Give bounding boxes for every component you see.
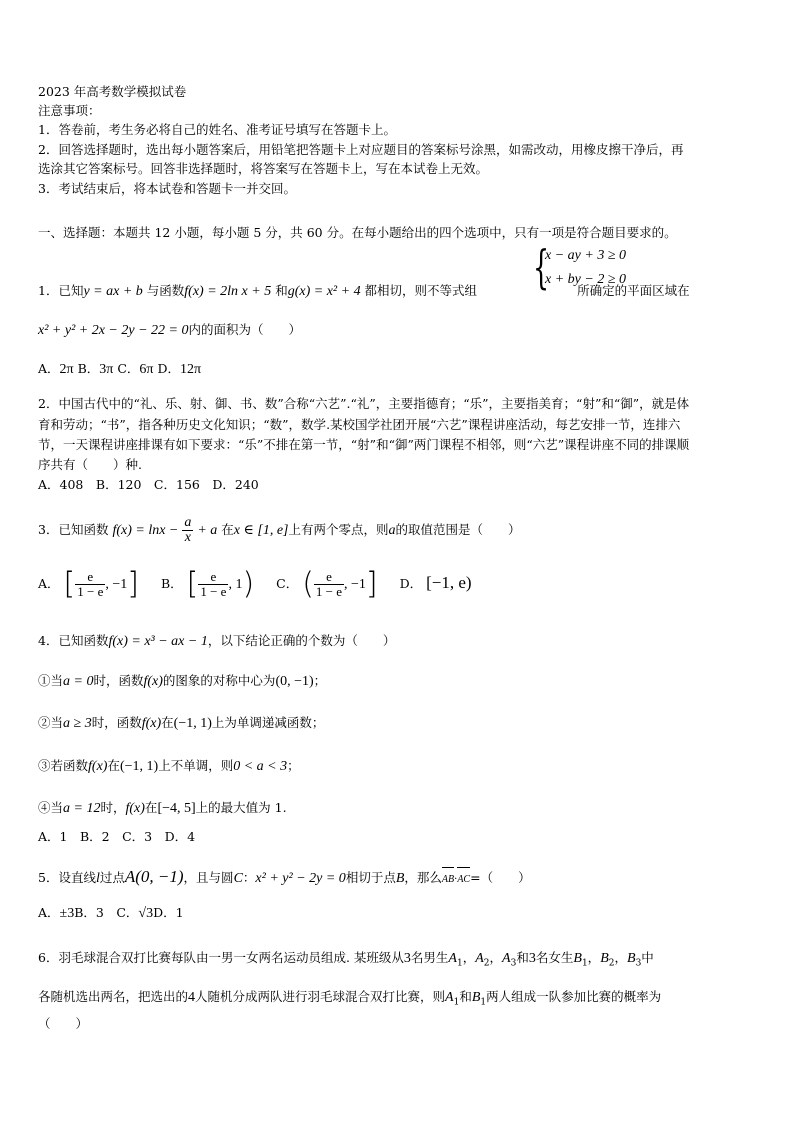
math-expr: x² + y² + 2x − 2y − 22 = 0 — [38, 323, 189, 338]
text: 两人组成一队参加比赛的概率为 — [486, 989, 662, 1004]
text: ， — [587, 950, 601, 965]
system-row: x + by − 2 ≥ 0 — [545, 272, 627, 287]
text: 的取值范围是（ ） — [395, 522, 521, 537]
math-expr: f(x) = lnx − — [112, 523, 179, 538]
math-expr: a = 12 — [63, 801, 101, 816]
math-expr: B — [573, 951, 582, 966]
subscript: 3 — [510, 958, 517, 969]
math-expr: a ≥ 3 — [63, 716, 92, 731]
question-number: 5．设直线 — [38, 870, 96, 885]
question-6-line — [38, 948, 654, 974]
statement-1 — [38, 673, 326, 690]
question-6-line: （ ） — [38, 1016, 89, 1031]
subscript: 1 — [581, 958, 588, 969]
text: 中 — [641, 950, 654, 965]
math-expr: f(x) = 2ln x + 5 — [184, 284, 272, 299]
question-4-options: A．1 B．2 C．3 D．4 — [38, 829, 196, 844]
notice-title: 注意事项： — [38, 103, 101, 118]
option-value: 12π — [180, 362, 202, 377]
option-label: D．1 — [153, 905, 184, 920]
option-label: A． — [38, 361, 60, 376]
text: 过点 — [99, 870, 125, 885]
subscript: 1 — [480, 997, 487, 1008]
text: 上的最大值为 1. — [195, 800, 287, 815]
option-value: 2π — [59, 362, 74, 377]
bracket-icon: ( — [302, 566, 314, 602]
math-expr: f(x) — [125, 801, 145, 816]
question-2-line: 节，一天课程讲座排课有如下要求：“乐”不排在第一节，“射”和“御”两门课程不相邻，则“六艺”课程讲座不同的排课顺 — [38, 437, 690, 452]
math-expr: (0, −1) — [275, 674, 314, 689]
math-expr: g(x) = x² + 4 — [287, 284, 361, 299]
text: 名男生 — [410, 950, 449, 965]
math-expr: f(x) — [143, 674, 163, 689]
option-label: A． — [38, 905, 60, 920]
text: 人随机分成两队进行羽毛球混合双打比赛，则 — [195, 989, 446, 1004]
text: 名女生 — [535, 950, 574, 965]
subscript: 2 — [608, 958, 615, 969]
subscript: 1 — [453, 997, 460, 1008]
bracket-icon: [ — [63, 566, 76, 602]
fraction — [182, 516, 193, 545]
question-2-line: 2．中国古代中的“礼、乐、射、御、书、数”合称“六艺”.“礼”，主要指德育；“乐”，主要指美育；“射”和“御”，就是体 — [38, 396, 690, 411]
math-expr: a = 0 — [63, 674, 94, 689]
numerator: e — [314, 570, 344, 585]
fraction — [198, 570, 228, 599]
statement-2 — [38, 715, 324, 732]
text: 时，函数 — [91, 715, 142, 730]
math-expr: y = ax + b — [83, 284, 143, 299]
option-value: ±3 — [59, 906, 75, 921]
text: ，那么 — [404, 870, 442, 885]
text: 在 — [221, 522, 234, 537]
question-3-options — [38, 566, 472, 602]
notice-line: 1．答卷前，考生务必将自己的姓名、准考证号填写在答题卡上。 — [38, 122, 396, 137]
vector-ac: AC — [457, 869, 470, 891]
text: ： — [242, 870, 256, 885]
question-number: 3．已知函数 — [38, 522, 109, 537]
option-label: B． — [160, 576, 183, 591]
notice-line: 3．考试结束后，将本试卷和答题卡一并交回。 — [38, 181, 296, 196]
bracket-icon: ) — [242, 566, 255, 602]
question-5-options — [38, 905, 184, 922]
math-expr: A(0, −1) — [124, 867, 184, 886]
text: 与函数 — [146, 283, 185, 298]
math-expr: (−1, 1) — [119, 759, 159, 774]
denominator: 1 − e — [200, 584, 227, 599]
math-expr: [−4, 5] — [157, 801, 196, 816]
exam-title: 2023 年高考数学模拟试卷 — [38, 84, 187, 99]
math-expr: A — [448, 951, 457, 966]
math-expr: l — [95, 871, 100, 886]
math-expr: A — [445, 990, 454, 1005]
text: 各随机选出两名，把选出的 — [38, 989, 189, 1004]
option-label: D． — [399, 576, 423, 591]
math-expr: (−1, 1) — [173, 716, 212, 731]
text: · — [454, 874, 458, 885]
text: 的图象的对称中心为 — [162, 673, 276, 688]
option-value: [−1, e) — [426, 573, 472, 592]
math-expr: 4 — [188, 990, 196, 1005]
question-2-line: 育和劳动；“书”，指各种历史文化知识；“数”，数学.某校国学社团开展“六艺”课程讲座活动，每艺安排一节，连排六 — [38, 417, 681, 432]
text: 时， — [100, 800, 126, 815]
text: 在 — [161, 715, 174, 730]
section-heading: 一、选择题：本题共 12 小题，每小题 5 分，共 60 分。在每小题给出的四个选项中，只有一项是符合题目要求的。 — [38, 225, 677, 240]
text: 内的面积为（ ） — [188, 322, 302, 337]
text: ； — [287, 758, 300, 773]
text: ； — [313, 673, 327, 688]
math-expr: A — [502, 951, 511, 966]
denominator: x — [184, 530, 191, 545]
question-number: 1．已知 — [38, 283, 84, 298]
statement-4 — [38, 800, 287, 817]
subscript: 1 — [456, 958, 463, 969]
bracket-icon: [ — [186, 566, 199, 602]
option-value: 3π — [99, 362, 114, 377]
question-6-line — [38, 987, 661, 1013]
question-5-stem — [38, 866, 531, 891]
brace-icon: { — [533, 240, 550, 294]
math-expr: B — [471, 990, 481, 1005]
subscript: 2 — [483, 958, 490, 969]
bracket-icon: ] — [365, 566, 378, 602]
math-expr: 3 — [403, 951, 411, 966]
text: ④当 — [38, 800, 64, 815]
text: ③若函数 — [38, 758, 89, 773]
text: =（ ） — [470, 870, 531, 885]
subscript: 3 — [635, 958, 642, 969]
option-label: C． — [117, 361, 140, 376]
question-2-options: A．408 B．120 C．156 D．240 — [38, 477, 259, 492]
text: 上为单调递减函数； — [211, 715, 325, 730]
option-value: √3 — [138, 906, 154, 921]
math-expr: , −1 — [105, 577, 128, 592]
question-2-line: 序共有（ ）种. — [38, 457, 142, 472]
option-value: 6π — [139, 362, 154, 377]
text: ， — [462, 950, 476, 965]
numerator: e — [198, 570, 228, 585]
text: 上不单调，则 — [158, 758, 234, 773]
statement-3 — [38, 758, 300, 775]
system-row: x − ay + 3 ≥ 0 — [545, 248, 627, 263]
math-expr: C — [233, 871, 243, 886]
text: 所确定的平面区域在 — [577, 283, 690, 298]
math-expr: f(x) — [88, 759, 108, 774]
option-label: D． — [157, 361, 181, 376]
numerator: a — [184, 515, 192, 530]
math-expr: + a — [197, 523, 218, 538]
math-expr: x ∈ [1, e] — [233, 523, 289, 538]
math-expr: 0 < a < 3 — [233, 759, 288, 774]
denominator: 1 − e — [315, 584, 343, 599]
math-expr: A — [475, 951, 484, 966]
text: 和 — [516, 950, 529, 965]
math-expr: B — [627, 951, 636, 966]
math-expr: f(x) = x³ − ax − 1 — [108, 634, 208, 649]
question-1-options — [38, 361, 201, 378]
math-expr: B — [395, 871, 405, 886]
question-3-stem — [38, 515, 521, 546]
numerator: e — [75, 570, 105, 585]
fraction — [75, 570, 105, 599]
option-label: A． — [38, 576, 60, 591]
math-expr: a — [388, 523, 396, 538]
text: ，且与圆 — [183, 870, 234, 885]
math-expr: B — [600, 951, 609, 966]
question-4-stem — [38, 633, 395, 650]
fraction — [314, 570, 344, 599]
notice-line: 2．回答选择题时，选出每小题答案后，用铅笔把答题卡上对应题目的答案标号涂黑，如需改动，用橡皮擦干净后，再 — [38, 142, 684, 157]
vector-ab: AB — [442, 869, 454, 891]
math-expr: , −1 — [344, 577, 366, 592]
text: 在 — [144, 800, 158, 815]
option-label: C． — [276, 576, 299, 591]
notice-line: 选涂其它答案标号。回答非选择题时，将答案写在答题卡上，写在本试卷上无效。 — [38, 161, 489, 176]
text: ，以下结论正确的个数为（ ） — [207, 633, 396, 648]
option-label: B． — [77, 361, 100, 376]
math-expr: x² + y² − 2y = 0 — [255, 871, 346, 886]
text: 都相切，则不等式组 — [364, 283, 478, 298]
math-expr: f(x) — [141, 716, 162, 731]
denominator: 1 − e — [77, 584, 104, 599]
text: ①当 — [38, 673, 64, 688]
text: ， — [614, 950, 627, 965]
text: 时，函数 — [93, 673, 144, 688]
text: 和 — [459, 989, 472, 1004]
text: ， — [489, 950, 503, 965]
question-1-stem — [38, 283, 690, 300]
bracket-icon: ] — [127, 566, 139, 602]
text: 6．羽毛球混合双打比赛每队由一男一女两名运动员组成. 某班级从 — [38, 950, 404, 965]
question-number: 4．已知函数 — [38, 633, 109, 648]
option-label: B．3 C． — [74, 905, 139, 920]
text: ②当 — [38, 715, 64, 730]
text: 在 — [107, 758, 120, 773]
math-expr: 3 — [528, 951, 536, 966]
text: 上有两个零点，则 — [288, 522, 389, 537]
text: 和 — [275, 283, 288, 298]
question-1-stem-cont — [38, 322, 301, 339]
math-expr: , 1 — [228, 577, 243, 592]
text: 相切于点 — [345, 870, 396, 885]
